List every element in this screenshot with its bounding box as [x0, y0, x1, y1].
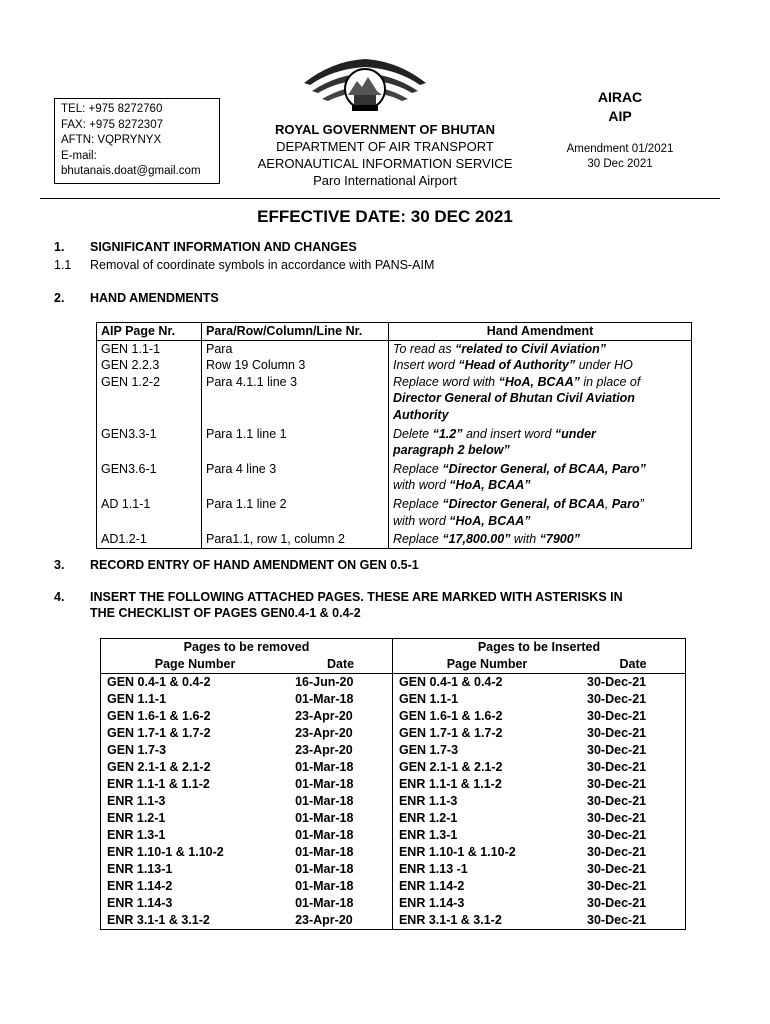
table-row — [97, 529, 692, 548]
inserted-page-number: ENR 3.1-1 & 3.1-2 — [392, 912, 581, 930]
inserted-date: 30-Dec-21 — [581, 810, 685, 827]
gov-line-1: ROYAL GOVERNMENT OF BHUTAN — [274, 122, 496, 137]
inserted-date: 30-Dec-21 — [581, 912, 685, 930]
removed-page-number: ENR 1.1-1 & 1.1-2 — [101, 776, 290, 793]
inserted-date: 30-Dec-21 — [581, 759, 685, 776]
aip-page-value: AD 1.1-1 — [101, 496, 151, 511]
inserted-page-number: ENR 1.10-1 & 1.10-2 — [392, 844, 581, 861]
aip-page-value: GEN3.3-1 — [101, 426, 157, 441]
section-3-title: RECORD ENTRY OF HAND AMENDMENT ON GEN 0.5-1 — [90, 558, 419, 572]
section-4-line-1: INSERT THE FOLLOWING ATTACHED PAGES. THESE ARE MARKED WITH ASTERISKS IN — [90, 590, 623, 604]
table-row — [101, 912, 686, 930]
removed-page-number: ENR 1.1-3 — [101, 793, 290, 810]
col-hand-amendment: Hand Amendment — [389, 323, 692, 341]
inserted-date: 30-Dec-21 — [581, 691, 685, 708]
gov-line-2: DEPARTMENT OF AIR TRANSPORT — [276, 139, 494, 154]
amendment-date: 30 Dec 2021 — [587, 158, 653, 170]
section-1-1-number: 1.1 — [54, 258, 72, 272]
section-2-title: HAND AMENDMENTS — [90, 291, 219, 305]
removed-page-number: ENR 3.1-1 & 3.1-2 — [101, 912, 290, 930]
table-row — [101, 674, 686, 692]
removed-date: 23-Apr-20 — [289, 742, 392, 759]
removed-page-number: GEN 1.7-1 & 1.7-2 — [101, 725, 290, 742]
removed-date: 01-Mar-18 — [289, 691, 392, 708]
section-1-title: SIGNIFICANT INFORMATION AND CHANGES — [90, 240, 357, 254]
inserted-page-number: GEN 1.7-3 — [392, 742, 581, 759]
table-row — [101, 793, 686, 810]
inserted-date: 30-Dec-21 — [581, 793, 685, 810]
inserted-page-number: ENR 1.2-1 — [392, 810, 581, 827]
inserted-date: 30-Dec-21 — [581, 861, 685, 878]
removed-date: 01-Mar-18 — [289, 810, 392, 827]
government-header — [230, 121, 540, 189]
para-cell — [202, 340, 389, 423]
col-para: Para/Row/Column/Line Nr. — [202, 323, 389, 341]
para-cell — [202, 529, 389, 548]
inserted-date: 30-Dec-21 — [581, 708, 685, 725]
aip-page-cell — [97, 424, 202, 459]
para-value: Para 1.1 line 1 — [206, 426, 287, 441]
hand-amendment-cell: Replace “Director General, of BCAA, Paro” with word “HoA, BCAA” — [389, 459, 692, 494]
contact-line: AFTN: VQPRYNYX — [61, 134, 162, 146]
table-row — [97, 340, 692, 423]
gov-line-4: Paro International Airport — [313, 173, 457, 188]
inserted-date: 30-Dec-21 — [581, 878, 685, 895]
para-value: Row 19 Column 3 — [206, 358, 306, 373]
inserted-page-number: ENR 1.14-3 — [392, 895, 581, 912]
removed-page-number-header: Page Number — [101, 656, 290, 674]
removed-date: 01-Mar-18 — [289, 793, 392, 810]
para-value: Para1.1, row 1, column 2 — [206, 532, 345, 547]
table-row — [101, 759, 686, 776]
amendment-info — [560, 142, 680, 172]
inserted-date: 30-Dec-21 — [581, 776, 685, 793]
aip-page-value: GEN3.6-1 — [101, 461, 157, 476]
para-value: Para — [206, 341, 233, 356]
para-cell — [202, 424, 389, 459]
effective-date: EFFECTIVE DATE: 30 DEC 2021 — [257, 207, 513, 226]
table-row — [101, 861, 686, 878]
inserted-page-number: ENR 1.13 -1 — [392, 861, 581, 878]
airac-text: AIRAC — [597, 89, 643, 105]
removed-date: 01-Mar-18 — [289, 878, 392, 895]
removed-date: 01-Mar-18 — [289, 776, 392, 793]
removed-page-number: GEN 1.6-1 & 1.6-2 — [101, 708, 290, 725]
inserted-page-number: GEN 0.4-1 & 0.4-2 — [392, 674, 581, 692]
aip-page-value: GEN 1.2-2 — [101, 374, 161, 389]
inserted-date: 30-Dec-21 — [581, 725, 685, 742]
section-1-1-text: Removal of coordinate symbols in accordance with PANS-AIM — [90, 258, 435, 272]
inserted-date: 30-Dec-21 — [581, 895, 685, 912]
aip-page-value: AD1.2-1 — [101, 532, 147, 547]
inserted-page-number: ENR 1.14-2 — [392, 878, 581, 895]
aip-page-cell — [97, 494, 202, 529]
para-cell — [202, 459, 389, 494]
inserted-date: 30-Dec-21 — [581, 827, 685, 844]
col-aip-page: AIP Page Nr. — [97, 323, 202, 341]
section-4-line-2: THE CHECKLIST OF PAGES GEN0.4-1 & 0.4-2 — [90, 606, 361, 620]
contact-box — [54, 98, 220, 184]
removed-date: 23-Apr-20 — [289, 912, 392, 930]
contact-line: bhutanais.doat@gmail.com — [61, 165, 201, 177]
removed-date-header: Date — [289, 656, 392, 674]
removed-page-number: GEN 1.7-3 — [101, 742, 290, 759]
dat-emblem-logo — [302, 55, 428, 127]
inserted-date: 30-Dec-21 — [581, 674, 685, 692]
header-divider — [40, 198, 720, 199]
para-value: Para 4 line 3 — [206, 461, 277, 476]
airac-label — [580, 88, 660, 126]
inserted-date: 30-Dec-21 — [581, 742, 685, 759]
hand-amendment-cell: Replace “17,800.00” with “7900” — [389, 529, 692, 548]
table-row — [101, 691, 686, 708]
removed-page-number: GEN 2.1-1 & 2.1-2 — [101, 759, 290, 776]
section-4-number: 4. — [54, 590, 65, 604]
pages-inserted-title: Pages to be Inserted — [392, 639, 685, 657]
gov-line-3: AERONAUTICAL INFORMATION SERVICE — [257, 156, 513, 171]
removed-page-number: GEN 0.4-1 & 0.4-2 — [101, 674, 290, 692]
removed-date: 23-Apr-20 — [289, 725, 392, 742]
aip-page-cell — [97, 459, 202, 494]
removed-date: 23-Apr-20 — [289, 708, 392, 725]
inserted-page-number: ENR 1.3-1 — [392, 827, 581, 844]
inserted-page-number: GEN 1.1-1 — [392, 691, 581, 708]
contact-line: E-mail: — [61, 149, 97, 162]
removed-date: 01-Mar-18 — [289, 759, 392, 776]
inserted-page-number: GEN 1.7-1 & 1.7-2 — [392, 725, 581, 742]
removed-page-number: ENR 1.10-1 & 1.10-2 — [101, 844, 290, 861]
table-row — [101, 776, 686, 793]
inserted-page-number-header: Page Number — [392, 656, 581, 674]
pages-table — [100, 638, 686, 930]
table-row — [97, 424, 692, 459]
amendment-number: Amendment 01/2021 — [566, 143, 674, 155]
aip-page-cell — [97, 529, 202, 548]
hand-amendments-table — [96, 322, 692, 549]
removed-page-number: ENR 1.3-1 — [101, 827, 290, 844]
inserted-date-header: Date — [581, 656, 685, 674]
inserted-page-number: GEN 1.6-1 & 1.6-2 — [392, 708, 581, 725]
inserted-date: 30-Dec-21 — [581, 844, 685, 861]
inserted-page-number: GEN 2.1-1 & 2.1-2 — [392, 759, 581, 776]
removed-page-number: ENR 1.2-1 — [101, 810, 290, 827]
removed-page-number: ENR 1.13-1 — [101, 861, 290, 878]
inserted-page-number: ENR 1.1-1 & 1.1-2 — [392, 776, 581, 793]
para-value: Para 4.1.1 line 3 — [206, 374, 298, 389]
table-row — [101, 878, 686, 895]
table-row — [101, 708, 686, 725]
inserted-page-number: ENR 1.1-3 — [392, 793, 581, 810]
pages-removed-title: Pages to be removed — [101, 639, 393, 657]
table-row — [101, 895, 686, 912]
removed-date: 16-Jun-20 — [289, 674, 392, 692]
table-row — [101, 827, 686, 844]
table-row — [101, 844, 686, 861]
table-row — [101, 810, 686, 827]
hand-amendment-cell: Delete “1.2” and insert word “under paragraph 2 below” — [389, 424, 692, 459]
removed-date: 01-Mar-18 — [289, 895, 392, 912]
removed-page-number: GEN 1.1-1 — [101, 691, 290, 708]
aip-text: AIP — [608, 108, 632, 124]
hand-amendment-cell: Replace “Director General, of BCAA, Paro” with word “HoA, BCAA” — [389, 494, 692, 529]
aip-page-value: GEN 2.2.3 — [101, 358, 160, 373]
aip-page-cell — [97, 340, 202, 423]
aip-page-value: GEN 1.1-1 — [101, 341, 161, 356]
para-value: Para 1.1 line 2 — [206, 496, 287, 511]
table-row — [101, 725, 686, 742]
removed-page-number: ENR 1.14-2 — [101, 878, 290, 895]
removed-page-number: ENR 1.14-3 — [101, 895, 290, 912]
removed-date: 01-Mar-18 — [289, 861, 392, 878]
contact-line: TEL: +975 8272760 — [61, 103, 163, 115]
removed-date: 01-Mar-18 — [289, 827, 392, 844]
table-row — [97, 494, 692, 529]
section-2-number: 2. — [54, 291, 65, 305]
removed-date: 01-Mar-18 — [289, 844, 392, 861]
contact-line: FAX: +975 8272307 — [61, 118, 163, 131]
section-3-number: 3. — [54, 558, 65, 572]
table-row — [97, 459, 692, 494]
table-row — [101, 742, 686, 759]
para-cell — [202, 494, 389, 529]
section-1-number: 1. — [54, 240, 65, 254]
hand-amendment-cell: To read as “related to Civil Aviation” Insert word “Head of Authority” under HO Replace word with “HoA, BCAA” in place of Director General of Bhutan Civil Aviation Authority — [389, 340, 692, 423]
